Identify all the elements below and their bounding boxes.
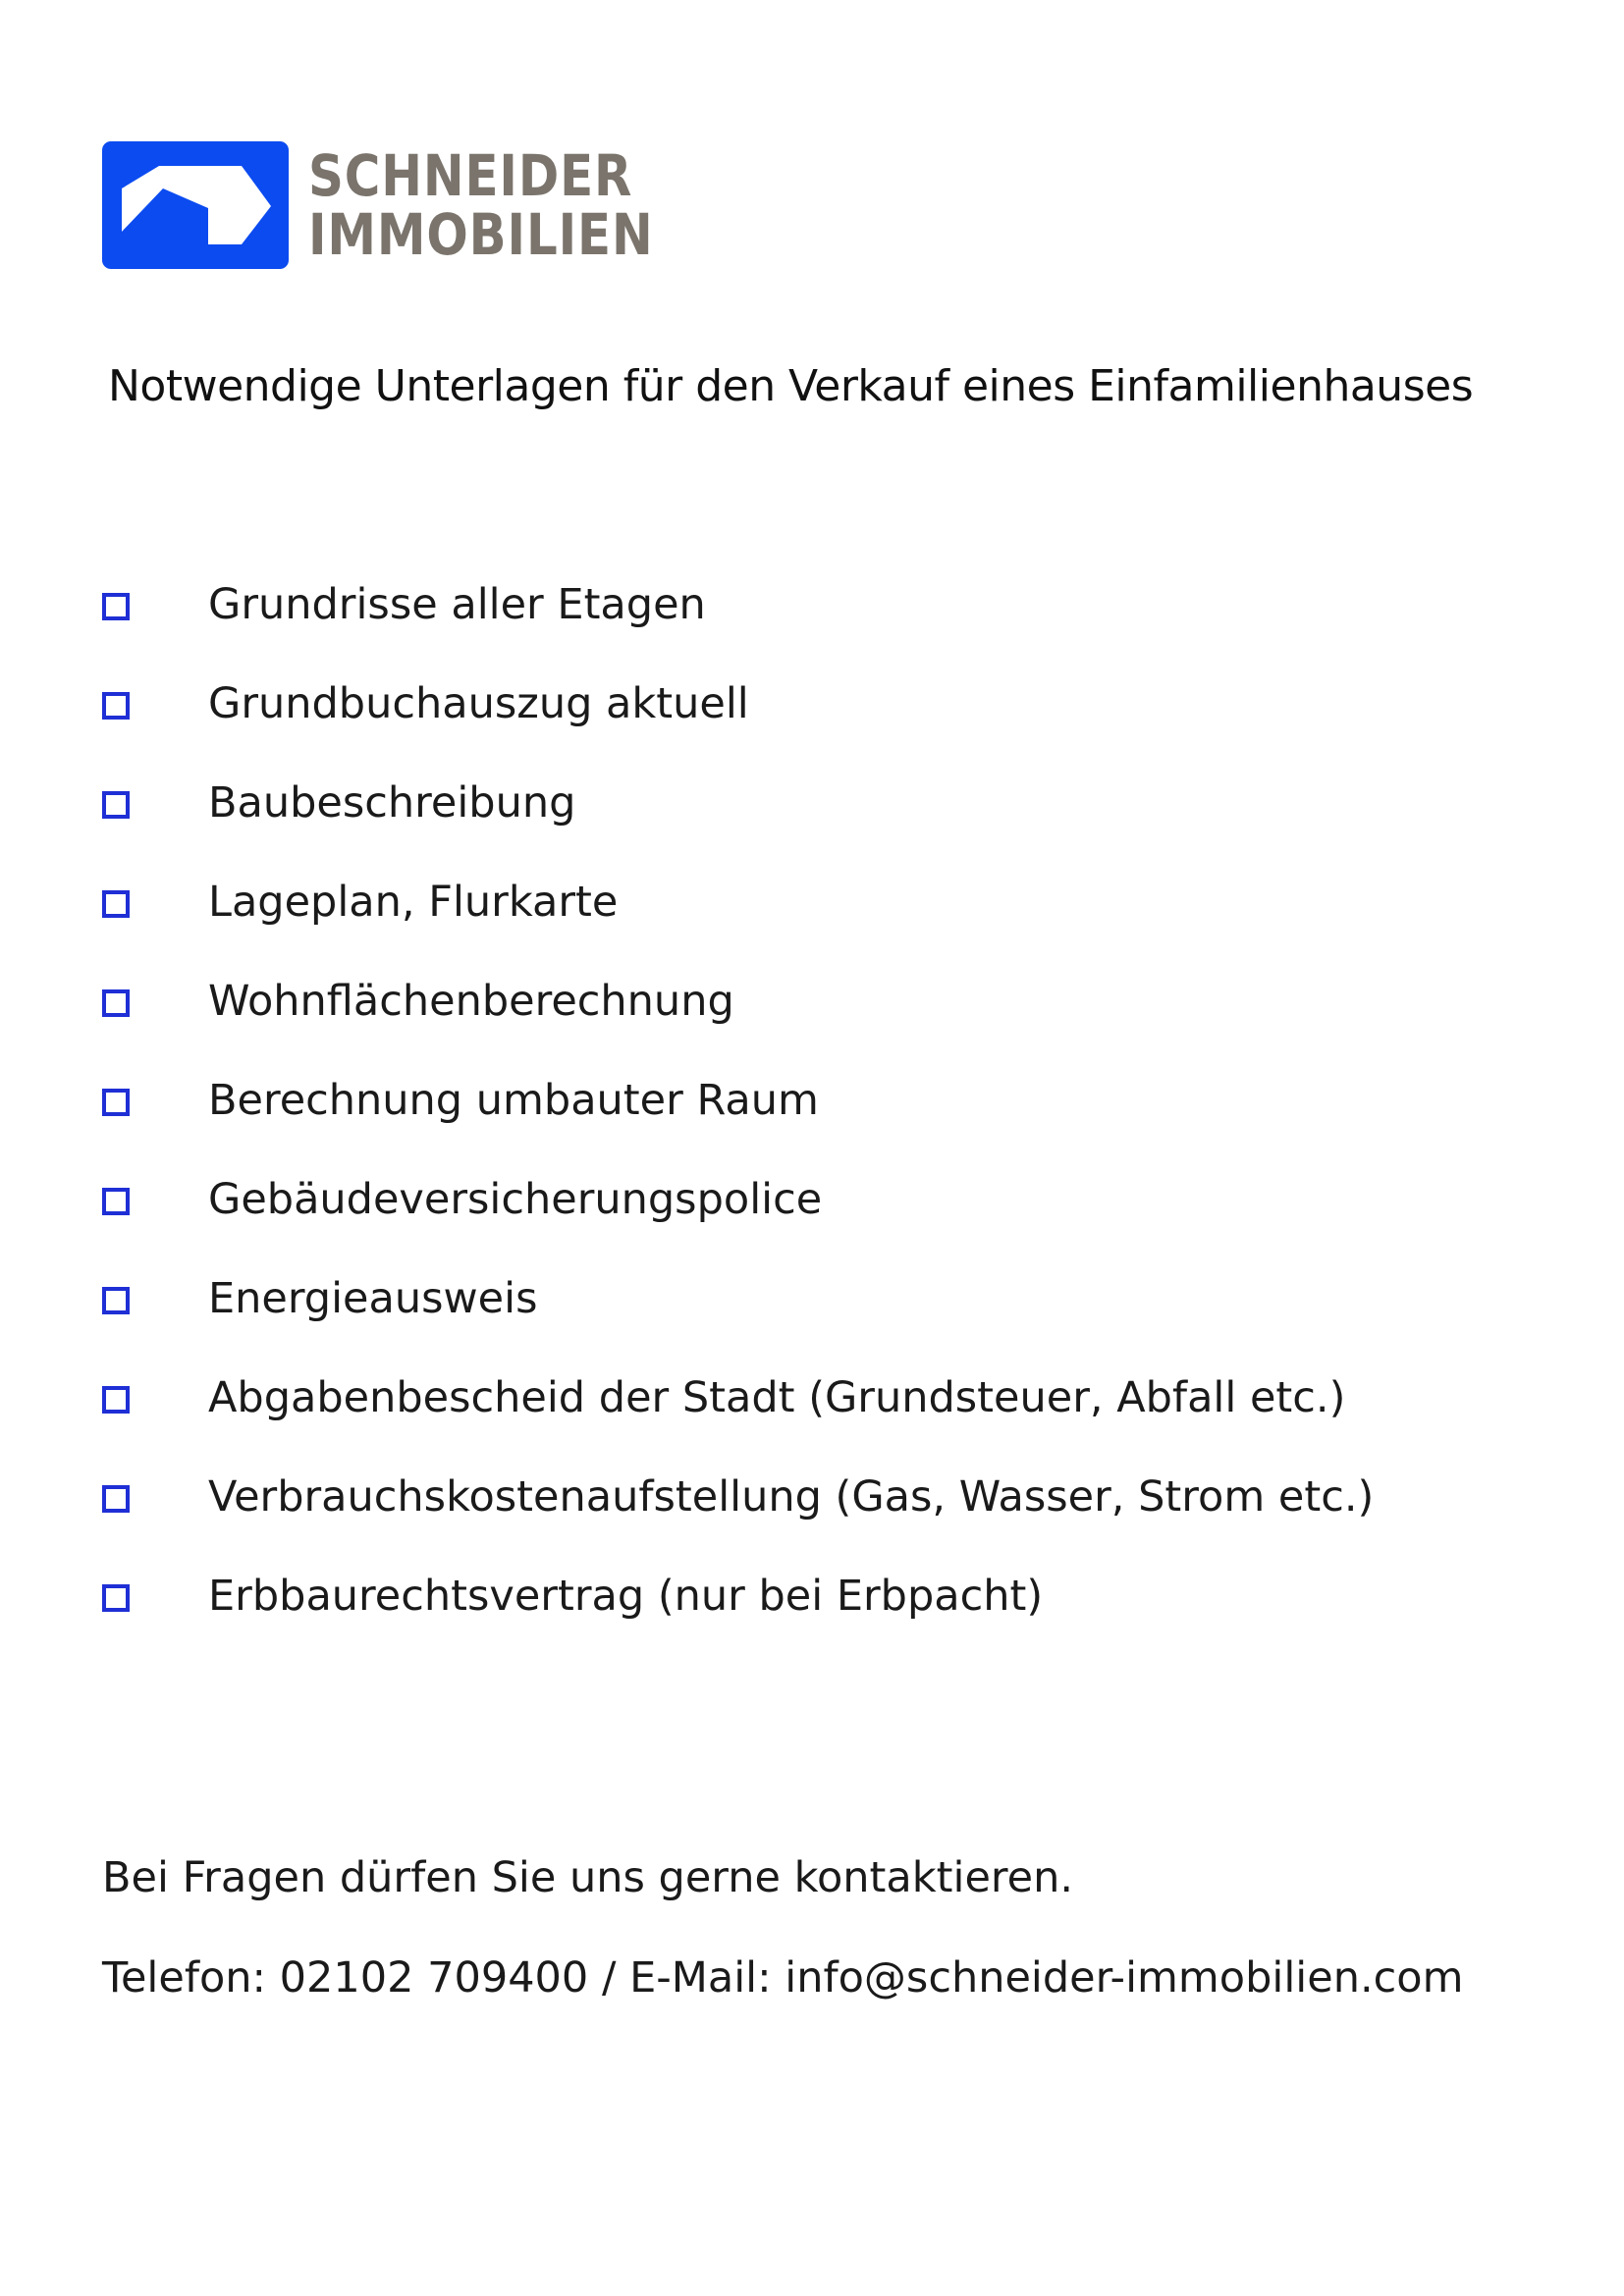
checklist-item-label: Erbbaurechtsvertrag (nur bei Erbpacht) [208,1571,1044,1621]
list-item [102,555,1374,654]
logo-wordmark [308,142,654,268]
document-checklist [102,555,1374,1645]
checklist-item-label: Baubeschreibung [208,777,576,828]
checkbox[interactable] [102,1386,130,1414]
house-arrow-logo-icon [102,141,289,269]
checkbox[interactable] [102,1485,130,1513]
checklist-item-label: Lageplan, Flurkarte [208,877,619,927]
checklist-item-label: Energieausweis [208,1273,538,1323]
list-item [102,1348,1374,1447]
checklist-item-label: Grundrisse aller Etagen [208,579,706,629]
checklist-item-label: Berechnung umbauter Raum [208,1075,819,1125]
checklist-item-label: Abgabenbescheid der Stadt (Grundsteuer, Abfall etc.) [208,1372,1346,1422]
checkbox[interactable] [102,593,130,620]
checklist-item-label: Verbrauchskostenaufstellung (Gas, Wasser, Strom etc.) [208,1471,1375,1522]
contact-details: Telefon: 02102 709400 / E-Mail: info@schneider-immobilien.com [102,1953,1464,2002]
list-item [102,951,1374,1050]
logo-line-1: SCHNEIDER [308,142,633,209]
list-item [102,654,1374,753]
company-logo [102,141,710,269]
checkbox[interactable] [102,1089,130,1116]
contact-note: Bei Fragen dürfen Sie uns gerne kontaktieren. [102,1853,1074,1902]
checkbox[interactable] [102,989,130,1017]
logo-line-2: IMMOBILIEN [308,201,654,268]
checkbox[interactable] [102,1287,130,1314]
list-item [102,753,1374,852]
checkbox[interactable] [102,791,130,819]
list-item [102,1447,1374,1546]
checklist-item-label: Grundbuchauszug aktuell [208,678,749,728]
checkbox[interactable] [102,890,130,918]
checklist-item-label: Wohnflächenberechnung [208,976,734,1026]
checklist-item-label: Gebäudeversicherungspolice [208,1174,823,1224]
list-item [102,1050,1374,1149]
list-item [102,1149,1374,1249]
list-item [102,1249,1374,1348]
list-item [102,1546,1374,1645]
checkbox[interactable] [102,1584,130,1612]
page-title: Notwendige Unterlagen für den Verkauf eines Einfamilienhauses [108,361,1474,411]
checkbox[interactable] [102,692,130,720]
list-item [102,852,1374,951]
checkbox[interactable] [102,1188,130,1215]
